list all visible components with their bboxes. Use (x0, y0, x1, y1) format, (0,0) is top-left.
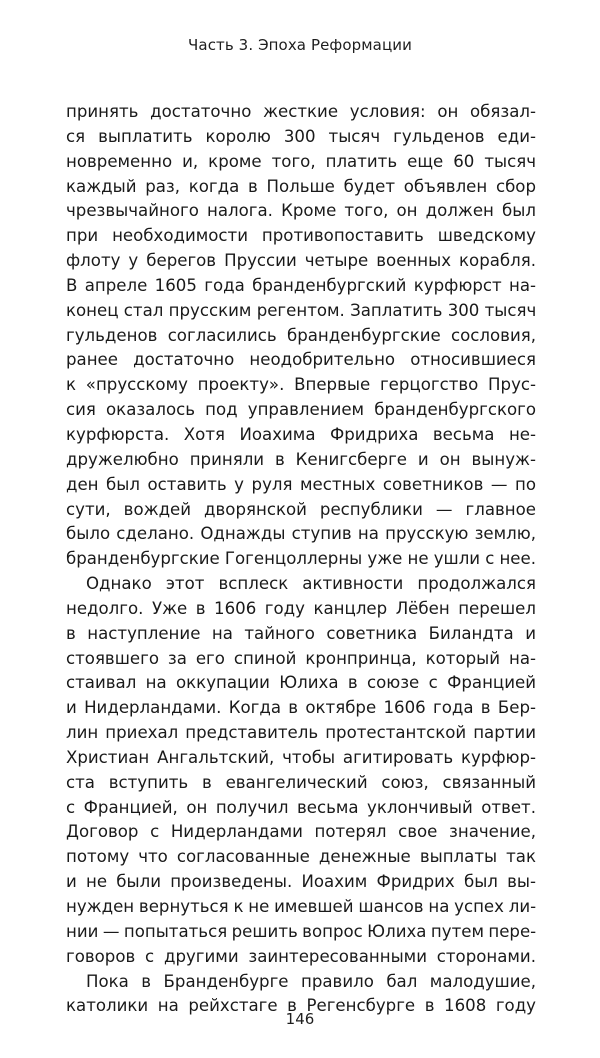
text-line: было сделано. Однажды ступив на прусскую землю, (66, 524, 536, 544)
text-line: потому что согласованные денежные выплаты так (66, 847, 536, 867)
text-line: ста вступить в евангелический союз, связанный (66, 772, 536, 792)
text-line: Договор с Нидерландами потерял свое значение, (66, 822, 536, 842)
text-line: ся выплатить королю 300 тысяч гульденов еди- (66, 126, 536, 146)
text-line: ранее достаточно неодобрительно относившиеся (66, 350, 536, 370)
text-line: и не были произведены. Иоахим Фридрих был вы- (66, 872, 536, 892)
text-line: В апреле 1605 года бранденбургский курфюрст на- (66, 275, 536, 295)
text-line: нужден вернуться к не имевшей шансов на успех ли- (66, 897, 537, 916)
paragraph-start-line: Пока в Бранденбурге правило бал малодушие, (86, 971, 536, 991)
text-line: с Францией, он получил весьма уклончивый ответ. (66, 797, 536, 817)
text-line: недолго. Уже в 1606 году канцлер Лёбен перешел (66, 598, 536, 618)
text-line: бранденбургские Гогенцоллерны уже не ушли с нее. (66, 549, 536, 569)
paragraph-start-line: Однако этот всплеск активности продолжался (86, 574, 536, 594)
text-line: флоту у берегов Пруссии четыре военных корабля. (66, 251, 536, 271)
body-text (66, 100, 536, 1019)
text-line: стаивал на оккупации Юлиха в союзе с Францией (66, 673, 536, 693)
text-line: новременно и, кроме того, платить еще 60 тысяч (66, 151, 536, 171)
text-line: дружелюбно приняли в Кенигсберге и он вынуж- (66, 449, 536, 469)
text-line: к «прусскому проекту». Впервые герцогство Прус- (66, 375, 536, 395)
text-line: ден был оставить у руля местных советников — по (66, 474, 536, 494)
text-line: католики на рейхстаге в Регенсбурге в 1608 году (66, 996, 536, 1016)
text-line: Христиан Ангальтский, чтобы агитировать курфюр- (66, 747, 536, 767)
text-line: стоявшего за его спиной кронпринца, который на- (66, 648, 536, 668)
text-line: конец стал прусским регентом. Заплатить 300 тысяч (66, 300, 537, 320)
text-line: говоров с другими заинтересованными сторонами. (66, 946, 536, 966)
text-line: и Нидерландами. Когда в октябре 1606 года в Бер- (66, 698, 536, 718)
text-line: каждый раз, когда в Польше будет объявлен сбор (66, 176, 536, 196)
text-line: лин приехал представитель протестантской партии (66, 723, 536, 743)
text-line: нии — попытаться решить вопрос Юлиха путем пере- (66, 921, 537, 941)
page-number: 146 (285, 1010, 315, 1028)
text-line: курфюрста. Хотя Иоахима Фридриха весьма не- (66, 424, 536, 444)
text-line: принять достаточно жесткие условия: он обязал- (66, 102, 536, 121)
text-line: сия оказалось под управлением бранденбургского (66, 400, 536, 420)
running-head: Часть 3. Эпоха Реформации (188, 36, 412, 54)
text-line: сути, вождей дворянской республики — главное (66, 499, 536, 519)
text-line: в наступление на тайного советника Биландта и (66, 623, 536, 643)
text-line: гульденов согласились бранденбургские сословия, (66, 325, 536, 345)
text-line: чрезвычайного налога. Кроме того, он должен был (66, 201, 536, 221)
text-line: при необходимости противопоставить шведскому (66, 226, 536, 246)
